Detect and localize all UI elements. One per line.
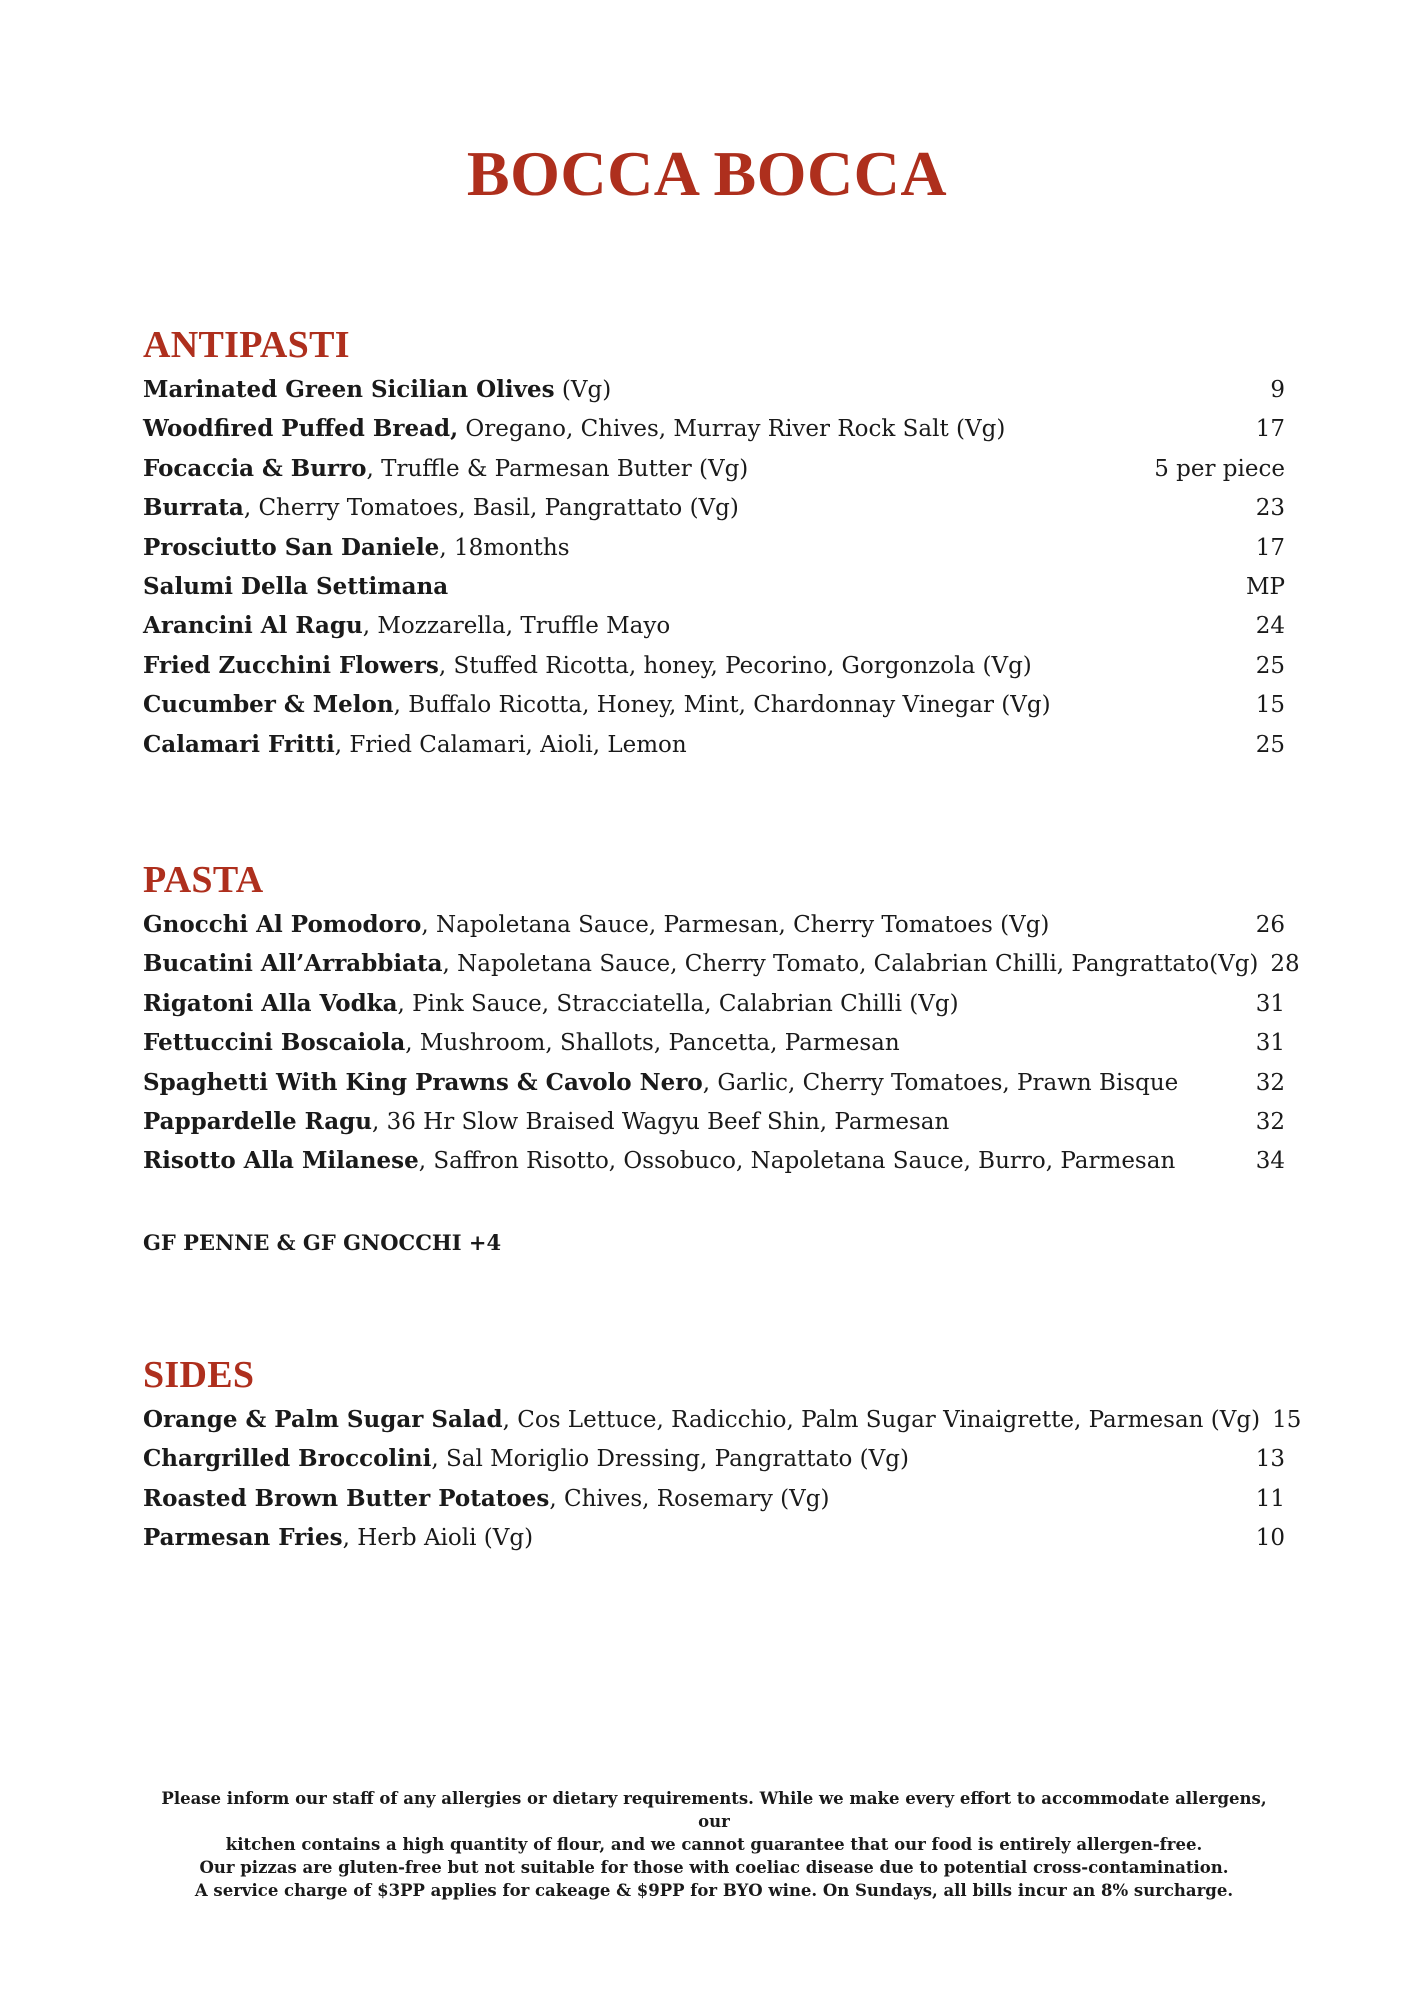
item-name: Spaghetti With King Prawns & Cavolo Nero — [143, 1068, 703, 1096]
item-price: 15 — [1272, 1407, 1302, 1433]
item-description: Oregano, Chives, Murray River Rock Salt (Vg) — [458, 416, 1006, 443]
item-price: 9 — [1270, 377, 1285, 403]
restaurant-title: BOCCA BOCCA — [466, 138, 948, 209]
section-heading-sides: SIDES — [143, 1354, 255, 1396]
item-name: Woodfired Puffed Bread, — [143, 415, 459, 443]
section-antipasti — [143, 322, 1285, 764]
section-sides — [143, 1352, 1302, 1558]
item-description: , 18months — [439, 534, 570, 561]
section-heading-pasta: PASTA — [143, 859, 264, 901]
menu-item — [143, 370, 1285, 409]
menu-item — [143, 488, 1285, 527]
item-name: Salumi Della Settimana — [143, 572, 449, 600]
menu-item — [143, 944, 1300, 983]
disclaimer-line: Please inform our staff of any allergies or dietary requirements. While we make every effort to accommodate allergens, our — [161, 1789, 1267, 1831]
item-description: , Garlic, Cherry Tomatoes, Prawn Bisque — [702, 1069, 1179, 1096]
item-description: , Mozzarella, Truffle Mayo — [362, 613, 671, 640]
menu-item — [143, 409, 1285, 448]
item-price: 5 per piece — [1154, 455, 1285, 482]
item-description: , Stuffed Ricotta, honey, Pecorino, Gorgonzola (Vg) — [438, 652, 1032, 679]
menu-item — [143, 1479, 1285, 1518]
item-price: 34 — [1255, 1148, 1285, 1175]
menu-item — [143, 1023, 1285, 1062]
item-description: , Pink Sauce, Stracciatella, Calabrian Chilli (Vg) — [397, 990, 959, 1017]
item-description: , Saffron Risotto, Ossobuco, Napoletana Sauce, Burro, Parmesan — [418, 1148, 1176, 1175]
item-price: 17 — [1255, 534, 1285, 561]
disclaimer-line: kitchen contains a high quantity of flour, and we cannot guarantee that our food is entirely allergen-free. — [225, 1835, 1203, 1854]
menu-item — [143, 685, 1285, 724]
item-name: Chargrilled Broccolini — [143, 1445, 432, 1473]
item-price: 13 — [1255, 1446, 1285, 1473]
item-price: 25 — [1255, 652, 1285, 679]
item-description: , Napoletana Sauce, Parmesan, Cherry Tomatoes (Vg) — [421, 912, 1050, 938]
item-name: Pappardelle Ragu — [143, 1107, 372, 1135]
item-price: 15 — [1255, 692, 1285, 719]
item-description: , Buffalo Ricotta, Honey, Mint, Chardonnay Vinegar (Vg) — [393, 692, 1051, 719]
allergen-disclaimer — [143, 1787, 1285, 1902]
item-name: Roasted Brown Butter Potatoes — [143, 1484, 550, 1512]
item-price: 17 — [1255, 416, 1285, 443]
item-price: 26 — [1255, 912, 1285, 938]
item-price: 28 — [1270, 951, 1300, 978]
item-name: Prosciutto San Daniele — [143, 533, 440, 561]
menu-item — [143, 606, 1285, 645]
item-name: Calamari Fritti — [143, 730, 335, 758]
disclaimer-line: A service charge of $3PP applies for cakeage & $9PP for BYO wine. On Sundays, all bills incur an 8% surcharge. — [194, 1881, 1234, 1900]
menu-item — [143, 1400, 1302, 1439]
menu-item — [143, 1063, 1285, 1102]
item-price: 25 — [1255, 731, 1285, 758]
menu-item — [143, 905, 1285, 944]
item-description: , Sal Moriglio Dressing, Pangrattato (Vg) — [431, 1446, 909, 1473]
item-price: 31 — [1255, 1030, 1285, 1057]
gluten-free-option-note: GF PENNE & GF GNOCCHI +4 — [143, 1230, 502, 1255]
menu-item — [143, 725, 1285, 764]
item-price: MP — [1245, 573, 1285, 600]
item-price: 10 — [1255, 1525, 1285, 1552]
item-name: Bucatini All’Arrabbiata — [143, 950, 443, 978]
item-name: Gnocchi Al Pomodoro — [143, 911, 422, 938]
menu-item — [143, 449, 1285, 488]
menu-item — [143, 528, 1285, 567]
item-description: , 36 Hr Slow Braised Wagyu Beef Shin, Parmesan — [371, 1108, 950, 1135]
item-name: Marinated Green Sicilian Olives — [143, 376, 555, 403]
item-description: , Fried Calamari, Aioli, Lemon — [334, 731, 687, 758]
disclaimer-line: Our pizzas are gluten-free but not suitable for those with coeliac disease due to potential cross-contamination. — [199, 1858, 1229, 1877]
item-name: Cucumber & Melon — [143, 691, 394, 719]
item-name: Fried Zucchini Flowers — [143, 651, 439, 679]
menu-item — [143, 984, 1285, 1023]
item-name: Focaccia & Burro — [143, 454, 367, 482]
item-name: Parmesan Fries — [143, 1524, 343, 1552]
item-name: Burrata — [143, 494, 244, 522]
item-price: 31 — [1255, 990, 1285, 1017]
item-name: Rigatoni Alla Vodka — [143, 989, 398, 1017]
item-price: 32 — [1255, 1069, 1285, 1096]
item-price: 24 — [1255, 613, 1285, 640]
item-name: Risotto Alla Milanese — [143, 1147, 419, 1175]
item-description: , Cherry Tomatoes, Basil, Pangrattato (Vg) — [243, 495, 739, 522]
menu-item — [143, 567, 1285, 606]
item-description: , Cos Lettuce, Radicchio, Palm Sugar Vinaigrette, Parmesan (Vg) — [502, 1407, 1261, 1433]
section-heading-antipasti: ANTIPASTI — [143, 324, 350, 366]
section-pasta — [143, 857, 1300, 1181]
menu-item — [143, 1439, 1285, 1478]
item-name: Orange & Palm Sugar Salad — [143, 1406, 503, 1433]
item-price: 23 — [1255, 495, 1285, 522]
item-description: , Truffle & Parmesan Butter (Vg) — [366, 455, 749, 482]
item-price: 32 — [1255, 1108, 1285, 1135]
menu-item — [143, 1141, 1285, 1180]
item-price: 11 — [1255, 1485, 1285, 1512]
menu-item — [143, 1102, 1285, 1141]
menu-item — [143, 1518, 1285, 1557]
item-description: , Napoletana Sauce, Cherry Tomato, Calabrian Chilli, Pangrattato(Vg) — [442, 951, 1259, 978]
item-name: Arancini Al Ragu — [143, 612, 363, 640]
item-description: (Vg) — [554, 377, 612, 403]
item-description: , Mushroom, Shallots, Pancetta, Parmesan — [405, 1030, 900, 1057]
item-description: , Herb Aioli (Vg) — [342, 1525, 534, 1552]
item-description: , Chives, Rosemary (Vg) — [549, 1485, 830, 1512]
item-name: Fettuccini Boscaiola — [143, 1029, 406, 1057]
menu-item — [143, 646, 1285, 685]
